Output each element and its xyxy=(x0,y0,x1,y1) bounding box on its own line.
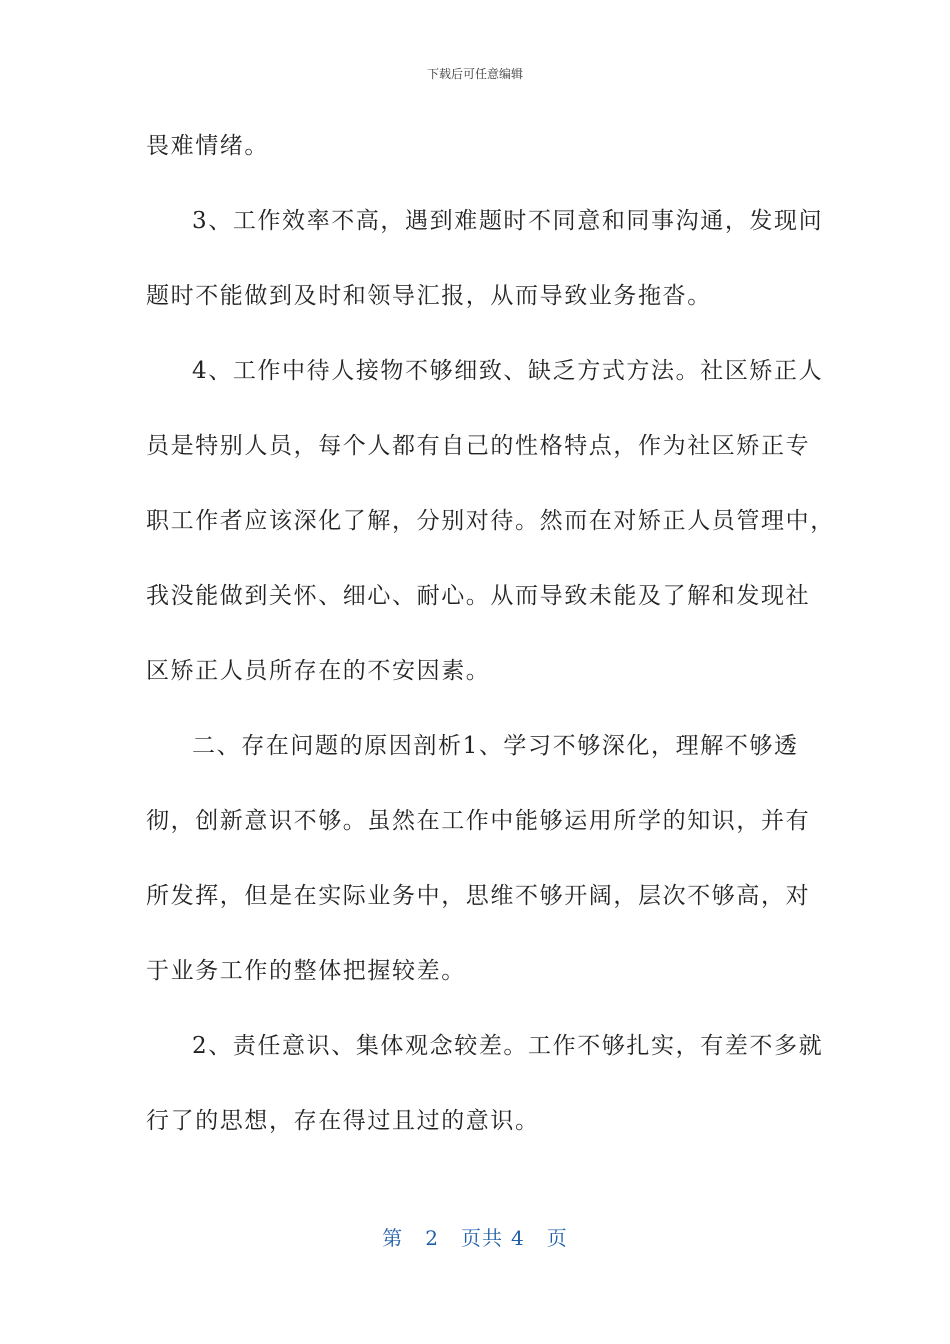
current-page-number: 2 xyxy=(425,1226,439,1250)
text-line: 所发挥，但是在实际业务中，思维不够开阔，层次不够高，对 xyxy=(146,883,811,909)
text-line: 于业务工作的整体把握较差。 xyxy=(146,958,466,984)
text-line: 我没能做到关怀、细心、耐心。从而导致未能及了解和发现社 xyxy=(146,583,811,609)
page-footer xyxy=(0,1224,950,1252)
text-line: 2、责任意识、集体观念较差。工作不够扎实，有差不多就 xyxy=(192,1033,824,1059)
text-line: 行了的思想，存在得过且过的意识。 xyxy=(146,1108,540,1134)
text-line: 区矫正人员所存在的不安因素。 xyxy=(146,658,491,684)
text-line: 4、工作中待人接物不够细致、缺乏方式方法。社区矫正人 xyxy=(192,358,824,384)
text-line: 二、存在问题的原因剖析1、学习不够深化，理解不够透 xyxy=(192,733,799,759)
text-line: 3、工作效率不高，遇到难题时不同意和同事沟通，发现问 xyxy=(192,208,824,234)
text-line: 畏难情绪。 xyxy=(146,133,269,159)
text-line: 员是特别人员，每个人都有自己的性格特点，作为社区矫正专 xyxy=(146,433,811,459)
page-header: 下载后可任意编辑 xyxy=(426,67,523,81)
text-line: 彻，创新意识不够。虽然在工作中能够运用所学的知识，并有 xyxy=(146,808,811,834)
text-line: 职工作者应该深化了解，分别对待。然而在对矫正人员管理中， xyxy=(146,508,835,534)
document-body xyxy=(146,120,835,1170)
footer-prefix: 第 xyxy=(382,1226,404,1250)
text-line: 题时不能做到及时和领导汇报，从而导致业务拖沓。 xyxy=(146,283,712,309)
footer-middle: 页共 xyxy=(461,1226,503,1250)
footer-suffix: 页 xyxy=(546,1226,568,1250)
total-pages-number: 4 xyxy=(511,1226,525,1250)
